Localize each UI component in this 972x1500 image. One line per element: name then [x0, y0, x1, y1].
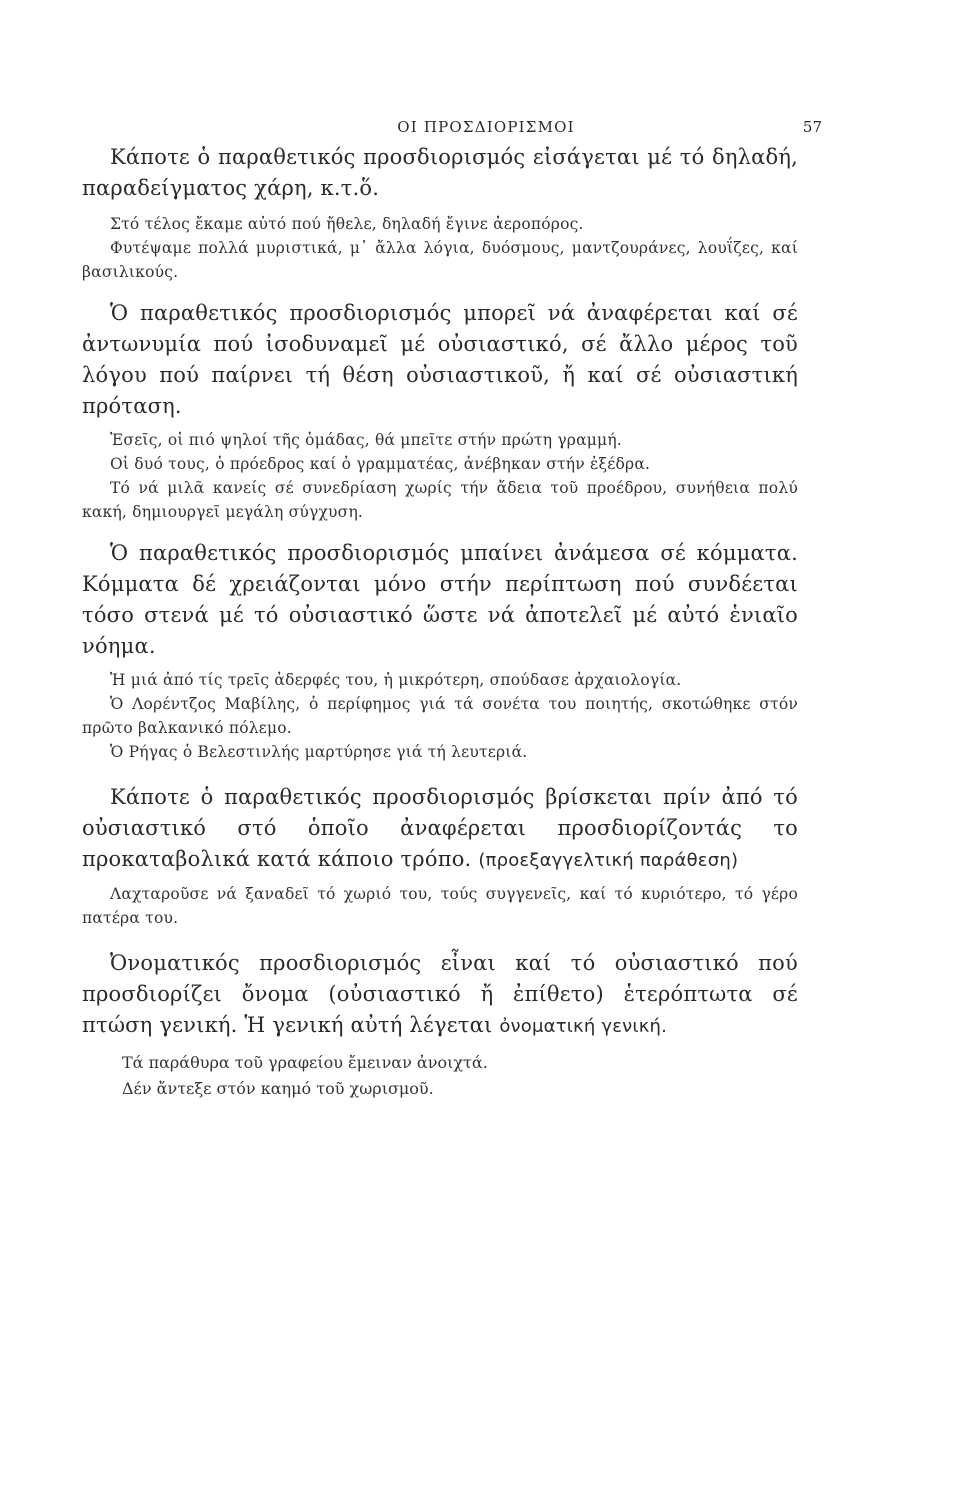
paragraph-apposition-pronoun: Ὁ παραθετικός προσδιορισμός μπορεῖ νά ἀναφέρεται καί σέ ἀντωνυμία πού ἰσοδυναμεῖ μέ οὐσιαστικό, σέ ἄλλο μέρος τοῦ λόγου πού παίρνει τή θέση οὐσιαστικοῦ, ἤ καί σέ οὐσιαστική πρόταση. — [82, 301, 798, 418]
page-number: 57 — [802, 118, 822, 136]
running-header: ΟΙ ΠΡΟΣΔΙΟΡΙΣΜΟΙ — [397, 118, 575, 136]
example-sentence: Ἐσεῖς, οἱ πιό ψηλοί τῆς ὁμάδας, θά μπεῖτε στήν πρώτη γραμμή. — [110, 431, 622, 449]
term-label: (προεξαγγελτική παράθεση) — [478, 850, 739, 871]
examples-proleptic — [82, 882, 798, 930]
examples-dilady — [82, 212, 798, 284]
example-sentence: Ὁ Λορέντζος Μαβίλης, ὁ περίφημος γιά τά σονέτα του ποιητής, σκοτώθηκε στόν πρῶτο βαλκανικό πόλεμο. — [82, 695, 798, 737]
example-sentence: Ἡ μιά ἀπό τίς τρεῖς ἀδερφές του, ἡ μικρότερη, σπούδασε ἀρχαιολογία. — [110, 671, 682, 689]
example-sentence: Στό τέλος ἔκαμε αὐτό πού ἤθελε, δηλαδή ἔγινε ἀεροπόρος. — [110, 215, 584, 233]
example-sentence: Δέν ἄντεξε στόν καημό τοῦ χωρισμοῦ. — [122, 1079, 434, 1098]
paragraph-text: Ὀνοματικός προσδιορισμός εἶναι καί τό οὐσιαστικό πού προσδιορίζει ὄνομα (οὐσιαστικό ἤ ἐπίθετο) ἑτερόπτωτα σέ πτώση γενική. Ἡ γενική αὐτή λέγεται — [82, 951, 798, 1037]
examples-commas — [82, 668, 798, 764]
paragraph-nominal-genitive — [82, 948, 798, 1042]
example-sentence: Τό νά μιλᾶ κανείς σέ συνεδρίαση χωρίς τήν ἄδεια τοῦ προέδρου, συνήθεια πολύ κακή, δημιουργεῖ μεγάλη σύγχυση. — [82, 479, 798, 521]
example-sentence: Τά παράθυρα τοῦ γραφείου ἔμειναν ἀνοιχτά. — [122, 1053, 488, 1072]
examples-pronoun — [82, 428, 798, 524]
page-body — [82, 142, 798, 1102]
paragraph-apposition-dilady: Κάποτε ὁ παραθετικός προσδιορισμός εἰσάγεται μέ τό δηλαδή, παραδείγματος χάρη, κ.τ.ὅ. — [82, 145, 798, 200]
examples-nominal-genitive — [82, 1050, 798, 1102]
paragraph-proleptic-apposition — [82, 782, 798, 876]
term-label: ὀνοματική γενική. — [499, 1016, 668, 1037]
example-sentence: Οἱ δυό τους, ὁ πρόεδρος καί ὁ γραμματέας, ἀνέβηκαν στήν ἐξέδρα. — [110, 455, 651, 473]
example-sentence: Φυτέψαμε πολλά μυριστικά, μ᾽ ἄλλα λόγια, δυόσμους, μαντζουράνες, λουΐζες, καί βασιλικούς. — [82, 239, 798, 281]
paragraph-text: Κάποτε ὁ παραθετικός προσδιορισμός βρίσκεται πρίν ἀπό τό οὐσιαστικό στό ὁποῖο ἀναφέρεται προσδιορίζοντάς το προκαταβολικά κατά κάποιο τρόπο. — [82, 785, 798, 871]
paragraph-apposition-commas: Ὁ παραθετικός προσδιορισμός μπαίνει ἀνάμεσα σέ κόμματα. Κόμματα δέ χρειάζονται μόνο στήν περίπτωση πού συνδέεται τόσο στενά μέ τό οὐσιαστικό ὥστε νά ἀποτελεῖ μέ αὐτό ἑνιαῖο νόημα. — [82, 541, 798, 658]
example-sentence: Ὁ Ρήγας ὁ Βελεστινλής μαρτύρησε γιά τή λευτεριά. — [110, 743, 528, 761]
example-sentence: Λαχταροῦσε νά ξαναδεῖ τό χωριό του, τούς συγγενεῖς, καί τό κυριότερο, τό γέρο πατέρα του. — [82, 885, 798, 927]
